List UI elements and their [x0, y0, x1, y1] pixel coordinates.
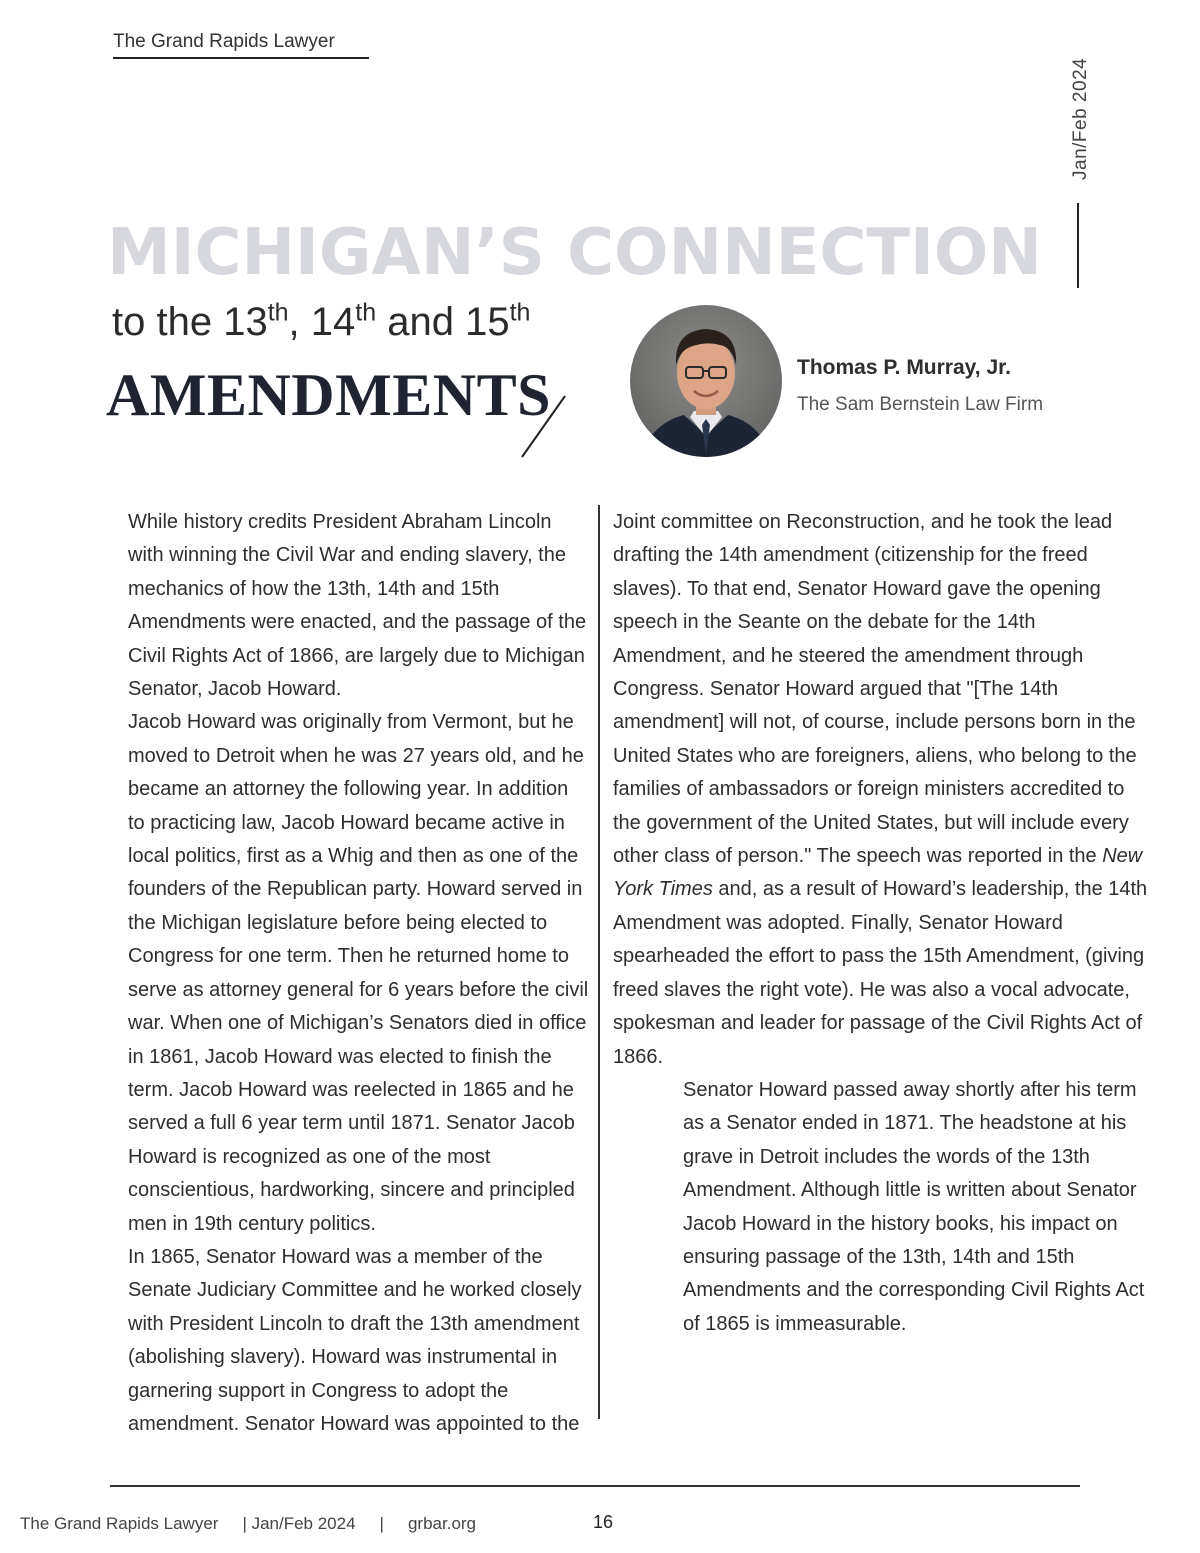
footer-divider [110, 1485, 1080, 1487]
article-title-word: AMENDMENTS [106, 362, 552, 428]
masthead-title: The Grand Rapids Lawyer [113, 31, 369, 59]
article-paragraph: Senator Howard passed away shortly after his term as a Senator ended in 1871. The headstone at his grave in Detroit includes the words of the 13th Amendment. Although little is written about Senator Jacob Howard in the history books, his impact on ensuring passage of the 13th, 14th and 15th Amendments and the corresponding Civil Rights Act of 1865 is immeasurable. [683, 1078, 1145, 1335]
author-firm: The Sam Bernstein Law Firm [797, 394, 1044, 415]
article-column-right [613, 506, 1153, 1341]
column-divider [598, 505, 600, 1419]
footer-issue: | Jan/Feb 2024 [242, 1514, 356, 1533]
subhead-part: , 14 [288, 300, 356, 344]
footer-publication: The Grand Rapids Lawyer [20, 1514, 219, 1533]
article-subhead [112, 300, 530, 345]
author-photo-image [630, 305, 782, 457]
vertical-divider [1077, 203, 1079, 288]
author-name: Thomas P. Murray, Jr. [797, 356, 1011, 379]
subhead-part: and 15 [376, 300, 510, 344]
ordinal-suffix: th [355, 298, 377, 327]
page-number: 16 [593, 1512, 614, 1532]
article-paragraph [613, 506, 1153, 1074]
ordinal-suffix: th [509, 298, 531, 327]
author-portrait [630, 305, 782, 457]
footer-website-link[interactable]: grbar.org [407, 1514, 477, 1533]
article-paragraph: Jacob Howard was originally from Vermont, but he moved to Detroit when he was 27 years old, and he became an attorney the following year. In addition to practicing law, Jacob Howard became active in local politics, first as a Whig and then as one of the founders of the Republican party. Howard served in the Michigan legislature before being elected to Congress for one term. Then he returned home to serve as attorney general for 6 years before the civil war. When one of Michigan’s Senators died in office in 1861, Jacob Howard was elected to finish the term. Jacob Howard was reelected in 1865 and he served a full 6 year term until 1871. Senator Jacob Howard is recognized as one of the most conscientious, hardworking, sincere and principled men in 19th century politics. [128, 711, 589, 1235]
subhead-part: to the 13 [112, 300, 268, 344]
issue-date-vertical: Jan/Feb 2024 [1070, 57, 1091, 180]
article-headline: MICHIGAN’S CONNECTION [107, 216, 1042, 290]
publication-name-italic: New York Times [613, 845, 1143, 901]
ordinal-suffix: th [267, 298, 289, 327]
article-column-left [58, 506, 590, 1441]
paragraph-text: and, as a result of Howard’s leadership, the 14th Amendment was adopted. Finally, Senator Howard spearheaded the effort to pass the 15th Amendment, (giving freed slaves the right vote). He was also a vocal advocate, spokesman and leader for passage of the Civil Rights Act of 1866. [613, 878, 1148, 1068]
paragraph-text: Joint committee on Reconstruction, and he took the lead drafting the 14th amendment (citizenship for the freed slaves). To that end, Senator Howard gave the opening speech in the Seante on the debate for the 14th Amendment, and he steered the amendment through Congress. Senator Howard argued that "[The 14th amendment] will not, of course, include persons born in the United States who are foreigners, aliens, who belong to the families of ambassadors or foreign ministers accredited to the government of the United States, but will include every other class of person." The speech was reported in the [613, 511, 1137, 868]
article-paragraph: While history credits President Abraham Lincoln with winning the Civil War and ending slavery, the mechanics of how the 13th, 14th and 15th Amendments were enacted, and the passage of the Civil Rights Act of 1866, are largely due to Michigan Senator, Jacob Howard. [128, 511, 587, 701]
footer-separator: | [379, 1514, 384, 1533]
footer-info [20, 1514, 476, 1534]
article-paragraph: In 1865, Senator Howard was a member of the Senate Judiciary Committee and he worked closely with President Lincoln to draft the 13th amendment (abolishing slavery). Howard was instrumental in garnering support in Congress to adopt the amendment. Senator Howard was appointed to the [128, 1245, 582, 1435]
decorative-slash [519, 394, 569, 460]
